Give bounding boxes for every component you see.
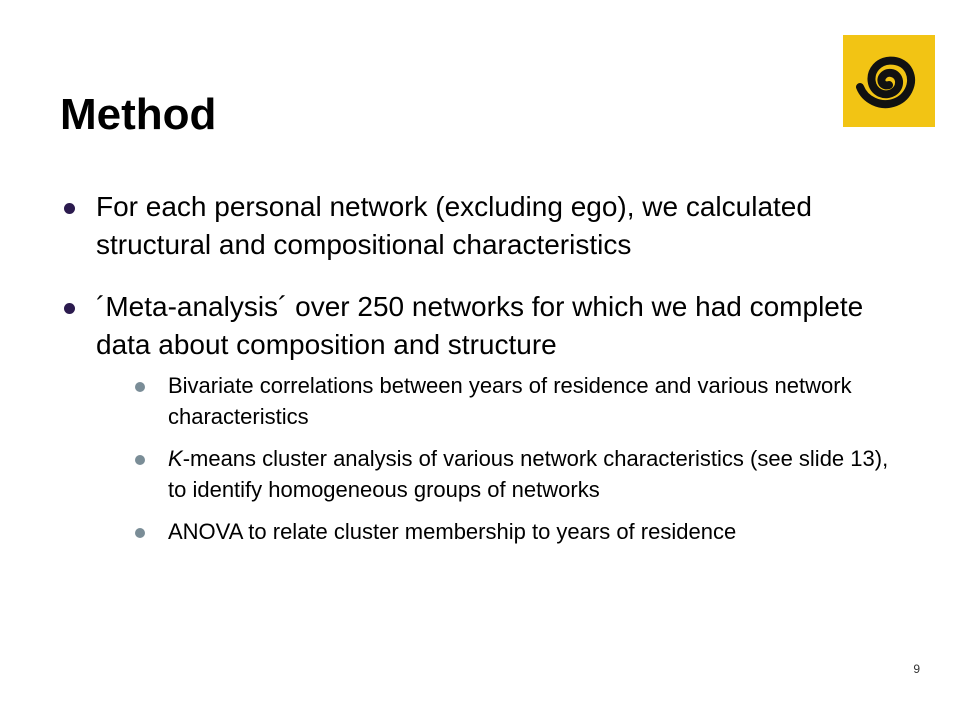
sub-bullet-list: [96, 370, 910, 547]
bullet-text: For each personal network (excluding ego), we calculated structural and compositional characteristics: [96, 191, 812, 260]
sub-bullet-text: ANOVA to relate cluster membership to years of residence: [168, 519, 737, 544]
bullet-text: ´Meta-analysis´ over 250 networks for which we had complete data about composition and structure: [96, 291, 864, 360]
sub-bullet-item: [96, 370, 910, 432]
sub-bullet-text: -means cluster analysis of various network characteristics (see slide 13), to identify homogeneous groups of networks: [168, 446, 889, 502]
bullet-dot-icon: [64, 303, 75, 314]
sub-bullet-dot-icon: [135, 382, 145, 392]
bullet-dot-icon: [64, 203, 75, 214]
slide-title: Method: [60, 90, 217, 139]
slide-number: 9: [913, 662, 920, 676]
sub-bullet-item: [96, 443, 910, 505]
sub-bullet-text: Bivariate correlations between years of residence and various network characteristics: [168, 373, 852, 429]
bullet-list: [60, 188, 910, 571]
bullet-item: [60, 288, 910, 547]
sub-bullet-lead: K: [168, 446, 183, 471]
spiral-logo-graphic: [843, 35, 935, 127]
sub-bullet-item: [96, 516, 910, 547]
sub-bullet-dot-icon: [135, 455, 145, 465]
sub-bullet-dot-icon: [135, 528, 145, 538]
bullet-item: [60, 188, 910, 264]
spiral-logo-icon: [843, 35, 935, 127]
